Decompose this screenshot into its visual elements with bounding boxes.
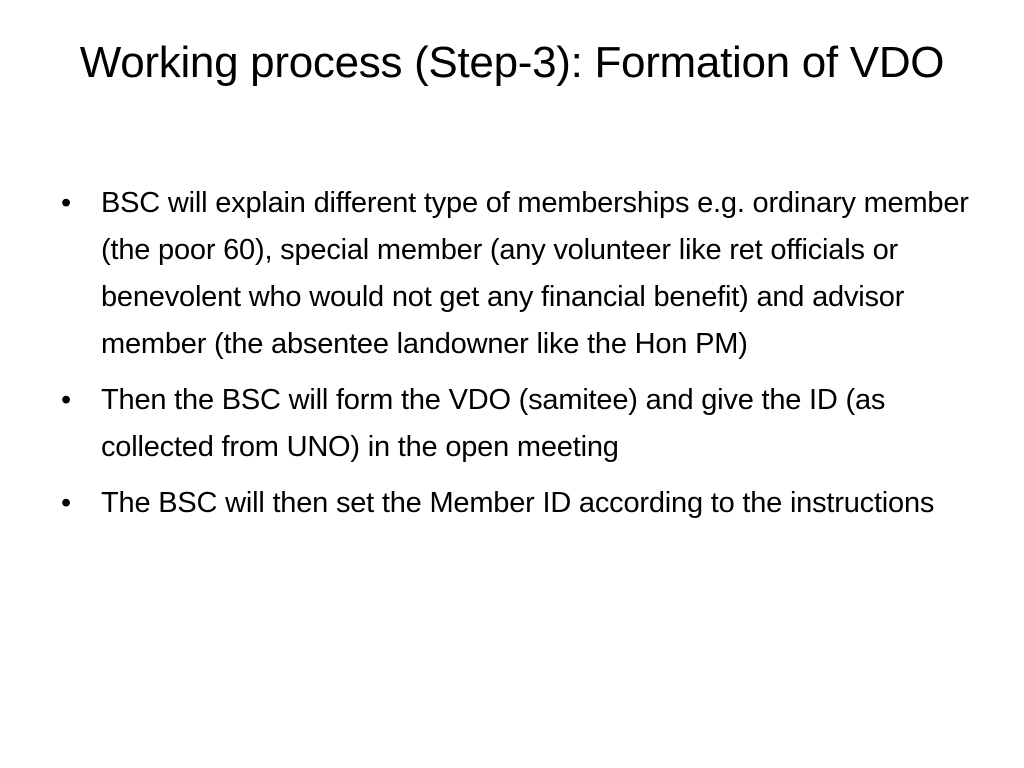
bullet-text: The BSC will then set the Member ID according to the instructions [101,487,935,519]
bullet-dot-icon: • [61,487,71,519]
bullet-text: Then the BSC will form the VDO (samitee) and give the ID (as collected from UNO) in the open meeting [101,384,886,463]
slide-title: Working process (Step-3): Formation of VDO [79,38,945,87]
bullet-dot-icon: • [61,187,71,219]
bullet-list [56,180,976,536]
bullet-text: BSC will explain different type of memberships e.g. ordinary member (the poor 60), special member (any volunteer like ret officials or benevolent who would not get any financial benefit) and advisor member (the absentee landowner like the Hon PM) [101,187,969,360]
bullet-item [56,377,976,471]
bullet-dot-icon: • [61,384,71,416]
bullet-item [56,480,976,527]
bullet-item [56,180,976,368]
